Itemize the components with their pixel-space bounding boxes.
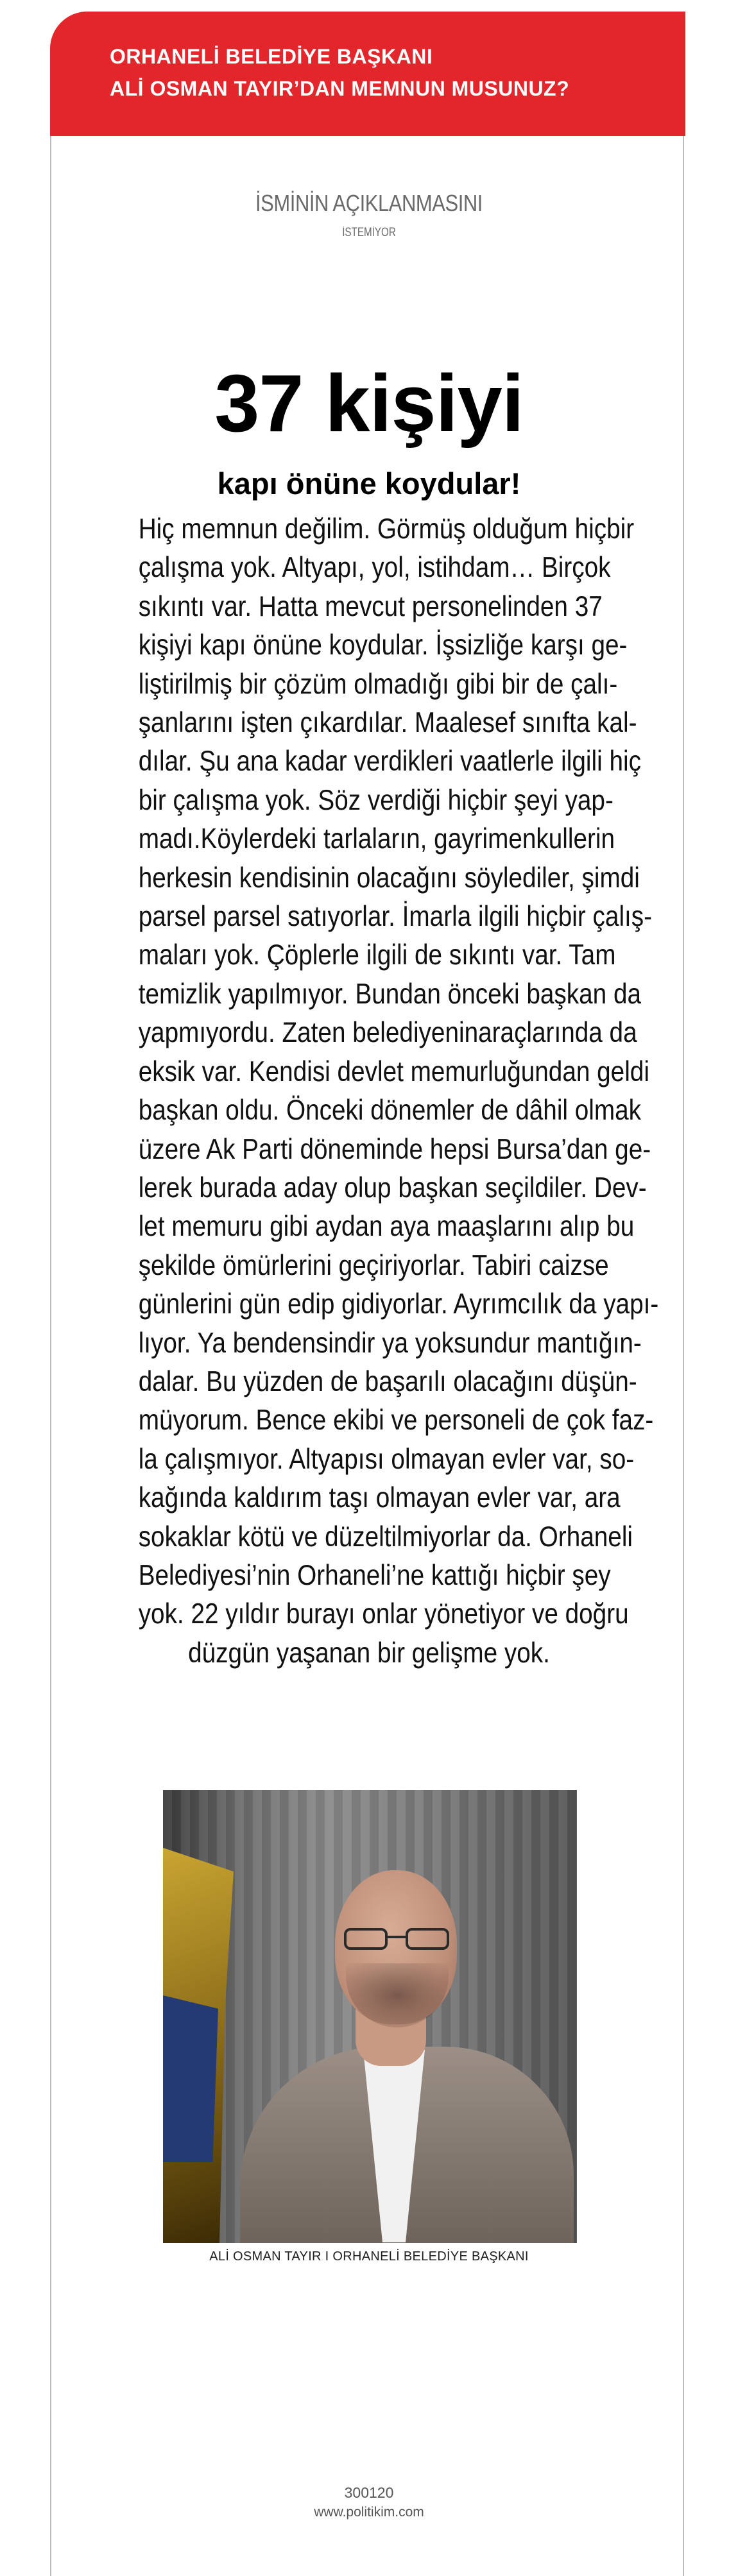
trophy-plaque <box>163 1995 218 2162</box>
banner-line-2: ALİ OSMAN TAYIR’DAN MEMNUN MUSUNUZ? <box>110 77 570 100</box>
body-line: la çalışmıyor. Altyapısı olmayan evler var, so- <box>138 1443 635 1475</box>
body-line: üzere Ak Parti döneminde hepsi Bursa’dan ge- <box>138 1133 651 1165</box>
body-line: temizlik yapılmıyor. Bundan önceki başkan da <box>138 978 642 1010</box>
body-line: yapmıyordu. Zaten belediyeninaraçlarında da <box>138 1017 637 1049</box>
subheadline: kapı önüne koydular! <box>217 466 521 500</box>
mayor-photo <box>163 1790 577 2243</box>
body-line: yok. 22 yıldır burayı onlar yönetiyor ve doğru <box>138 1598 629 1630</box>
body-line: dalar. Bu yüzden de başarılı olacağını düşün- <box>138 1365 637 1397</box>
body-line: şekilde ömürlerini geçiriyorlar. Tabiri caizse <box>138 1249 609 1281</box>
page-number: 300120 <box>344 2484 394 2501</box>
body-line: let memuru gibi aydan aya maaşlarını alıp bu <box>138 1211 635 1243</box>
respondent-name-line-2: İSTEMİYOR <box>342 226 396 239</box>
body-line: başkan oldu. Önceki dönemler de dâhil olmak <box>138 1095 642 1127</box>
question-banner <box>50 12 685 136</box>
body-line: sıkıntı var. Hatta mevcut personelinden 37 <box>138 590 603 622</box>
body-line: parsel parsel satıyorlar. İmarla ilgili hiçbir çalış- <box>138 901 653 933</box>
body-line: Belediyesi’nin Orhaneli’ne kattığı hiçbir şey <box>138 1559 611 1591</box>
body-line: dılar. Şu ana kadar verdikleri vaatlerle ilgili hiç <box>138 746 641 778</box>
body-line: çalışma yok. Altyapı, yol, istihdam… Birçok <box>138 552 611 584</box>
website-link[interactable]: www.politikim.com <box>314 2505 424 2520</box>
body-line: kişiyi kapı önüne koydular. İşsizliğe karşı ge- <box>138 629 628 661</box>
body-line: kağında kaldırım taşı olmayan evler var, ara <box>138 1482 621 1514</box>
body-line: eksik var. Kendisi devlet memurluğundan geldi <box>138 1055 649 1088</box>
body-line: müyorum. Bence ekibi ve personeli de çok faz- <box>138 1404 654 1437</box>
photo-caption: ALİ OSMAN TAYIR I ORHANELİ BELEDİYE BAŞKANI <box>209 2249 529 2264</box>
headline: 37 kişiyi <box>214 358 524 448</box>
banner-line-1: ORHANELİ BELEDİYE BAŞKANI <box>110 45 433 68</box>
body-line: lerek burada aday olup başkan seçildiler. Dev- <box>138 1172 647 1204</box>
glasses-icon <box>344 1928 453 1951</box>
body-line: madı.Köylerdeki tarlaların, gayrimenkullerin <box>138 823 615 855</box>
body-line: günlerini gün edip gidiyorlar. Ayrımcılık da yapı- <box>138 1288 659 1320</box>
body-line: şanlarını işten çıkardılar. Maalesef sınıfta kal- <box>138 707 637 739</box>
body-line: Hiç memnun değilim. Görmüş olduğum hiçbir <box>138 513 635 545</box>
body-line: lıyor. Ya bendensindir ya yoksundur mantığın- <box>138 1327 642 1359</box>
body-line: herkesin kendisinin olacağını söylediler, şimdi <box>138 862 640 894</box>
body-line: düzgün yaşanan bir gelişme yok. <box>188 1637 550 1669</box>
body-line: bir çalışma yok. Söz verdiği hiçbir şeyi yap- <box>138 784 614 816</box>
body-line: maları yok. Çöplerle ilgili de sıkıntı var. Tam <box>138 939 616 971</box>
respondent-name: İSMİNİN AÇIKLANMASINI <box>255 190 483 216</box>
article-body <box>104 510 659 1673</box>
body-line: sokaklar kötü ve düzeltilmiyorlar da. Orhaneli <box>138 1521 633 1553</box>
body-line: liştirilmiş bir çözüm olmadığı gibi bir de çalı- <box>138 668 618 700</box>
